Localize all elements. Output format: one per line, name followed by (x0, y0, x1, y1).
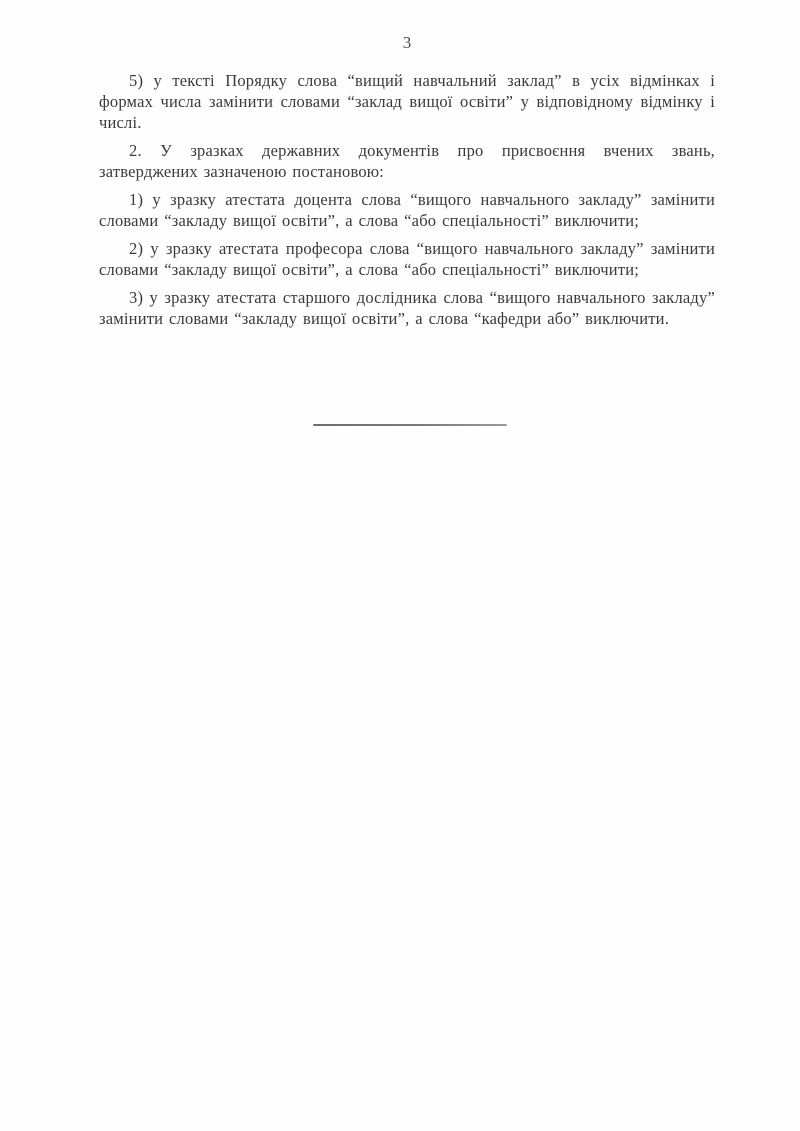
paragraph-subitem-1: 1) у зразку атестата доцента слова “вищого навчального закладу” замінити словами “закладу вищої освіти”, а слова “або спеціальності” виключити; (99, 190, 715, 230)
section-divider (313, 424, 507, 426)
page-number: 3 (402, 33, 412, 52)
paragraph-section-2: 2. У зразках державних документів про присвоєння вчених звань, затверджених зазначеною постановою: (99, 141, 715, 181)
paragraph-subitem-2: 2) у зразку атестата професора слова “вищого навчального закладу” замінити словами “закладу вищої освіти”, а слова “або спеціальності” виключити; (99, 239, 715, 279)
document-body (99, 70, 715, 336)
paragraph-item-5: 5) у тексті Порядку слова “вищий навчальний заклад” в усіх відмінках і формах числа замінити словами “заклад вищої освіти” у відповідному відмінку і числі. (99, 71, 715, 132)
paragraph-subitem-3: 3) у зразку атестата старшого дослідника слова “вищого навчального закладу” замінити словами “закладу вищої освіти”, а слова “кафедри або” виключити. (99, 288, 715, 328)
